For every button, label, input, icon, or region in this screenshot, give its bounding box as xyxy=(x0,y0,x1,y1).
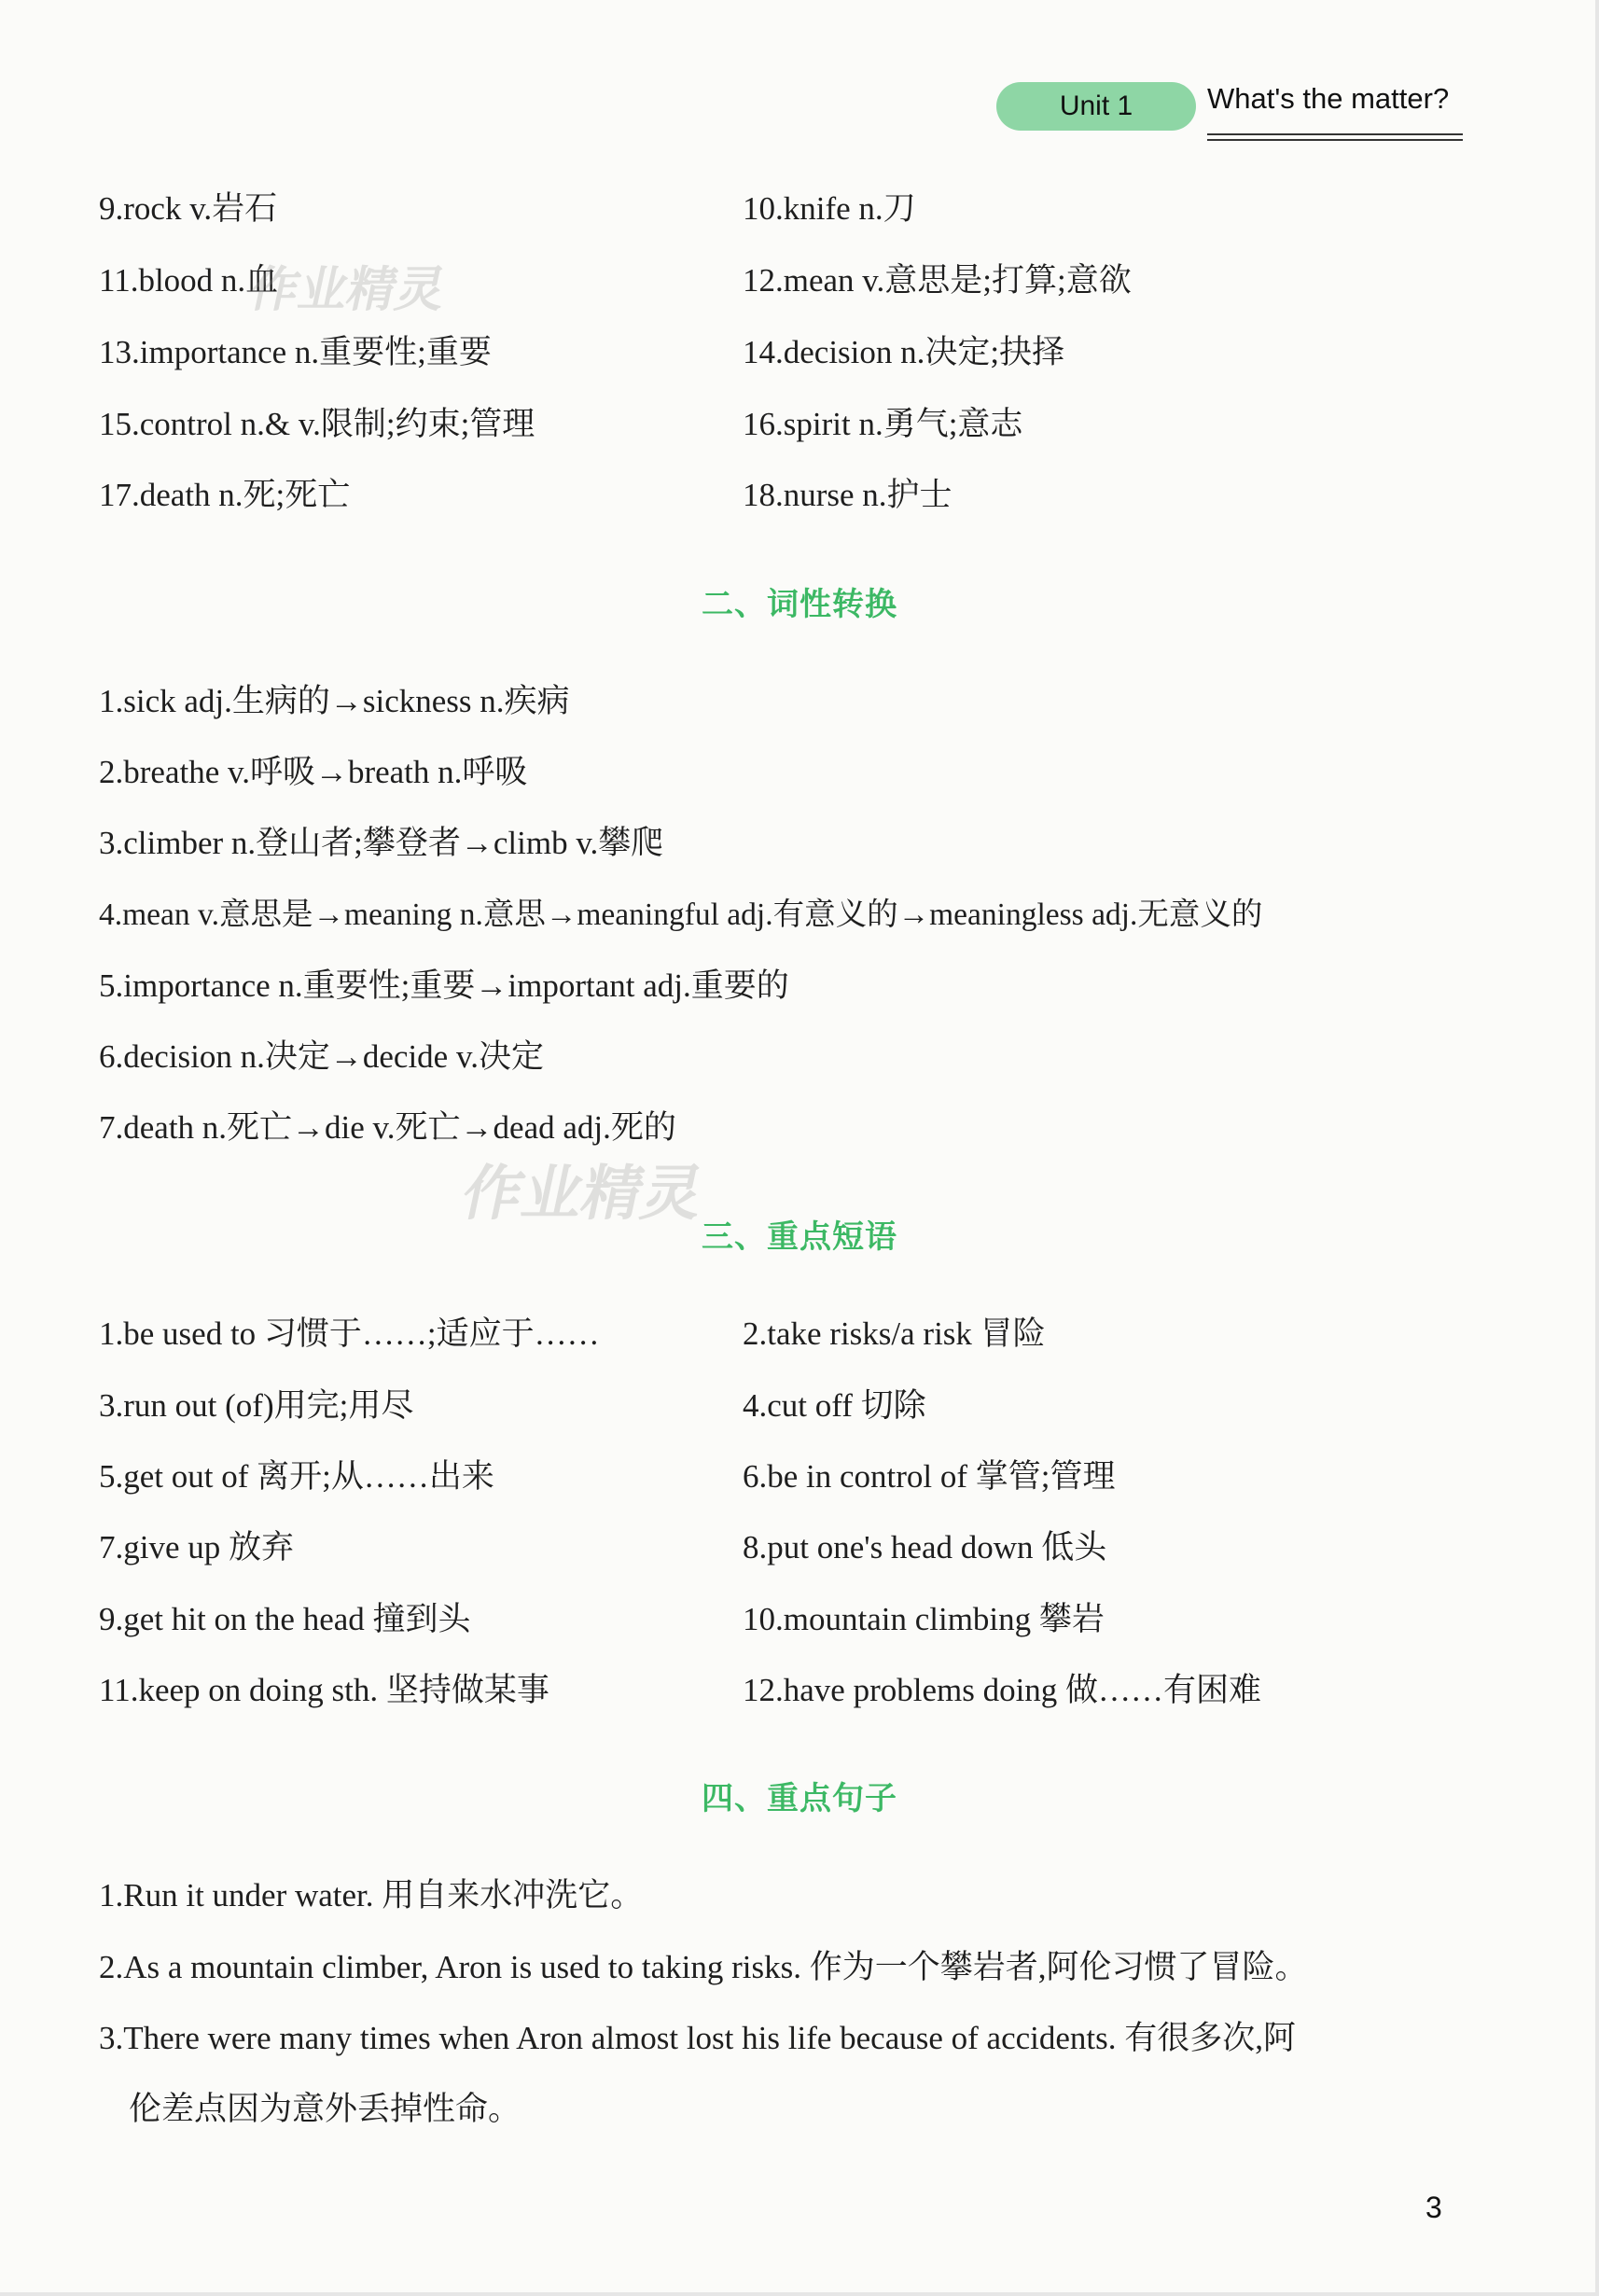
phrase-item: 12.have problems doing 做……有困难 xyxy=(743,1672,1262,1708)
watermark: 作业精灵 xyxy=(244,262,452,318)
header-rule xyxy=(1207,139,1463,141)
vocab-item: 17.death n.死;死亡 xyxy=(99,477,351,513)
vocab-item: 10.knife n.刀 xyxy=(743,190,916,227)
page-number: 3 xyxy=(1425,2191,1442,2224)
phrase-item: 11.keep on doing sth. 坚持做某事 xyxy=(99,1672,549,1708)
word-form-item: 6.decision n.决定→decide v.决定 xyxy=(99,1038,544,1075)
section-title-key-phrases: 三、重点短语 xyxy=(702,1218,897,1256)
word-form-item: 4.mean v.意思是→meaning n.意思→meaningful adj.有意义的→meaningless adj.无意义的 xyxy=(99,898,1263,932)
phrase-item: 10.mountain climbing 攀岩 xyxy=(743,1601,1105,1637)
sentence-item: 1.Run it under water. 用自来水冲洗它。 xyxy=(99,1877,644,1913)
unit-label: Unit 1 xyxy=(1059,90,1133,121)
section-title-word-forms: 二、词性转换 xyxy=(702,586,897,623)
phrase-item: 5.get out of 离开;从……出来 xyxy=(99,1458,494,1495)
unit-badge xyxy=(996,82,1196,131)
word-form-item: 1.sick adj.生病的→sickness n.疾病 xyxy=(99,683,570,719)
vocab-item: 11.blood n.血 xyxy=(99,262,279,299)
vocab-item: 18.nurse n.护士 xyxy=(743,477,952,513)
word-form-item: 2.breathe v.呼吸→breath n.呼吸 xyxy=(99,754,528,790)
vocab-item: 16.spirit n.勇气;意志 xyxy=(743,406,1023,442)
word-form-item: 3.climber n.登山者;攀登者→climb v.攀爬 xyxy=(99,825,664,861)
unit-subtitle: What's the matter? xyxy=(1207,82,1450,115)
word-form-item: 5.importance n.重要性;重要→important adj.重要的 xyxy=(99,967,789,1004)
phrase-item: 8.put one's head down 低头 xyxy=(743,1529,1107,1565)
phrase-item: 6.be in control of 掌管;管理 xyxy=(743,1458,1116,1495)
sentence-item: 2.As a mountain climber, Aron is used to taking risks. 作为一个攀岩者,阿伦习惯了冒险。 xyxy=(99,1949,1308,1985)
vocab-item: 12.mean v.意思是;打算;意欲 xyxy=(743,262,1132,299)
phrase-item: 1.be used to 习惯于……;适应于…… xyxy=(99,1315,600,1352)
header-rule xyxy=(1207,133,1463,135)
sentence-item-continuation: 伦差点因为意外丢掉性命。 xyxy=(129,2091,521,2127)
vocab-item: 13.importance n.重要性;重要 xyxy=(99,334,492,370)
phrase-item: 4.cut off 切除 xyxy=(743,1387,926,1424)
vocab-item: 9.rock v.岩石 xyxy=(99,190,278,227)
vocab-item: 15.control n.& v.限制;约束;管理 xyxy=(99,406,535,442)
vocab-item: 14.decision n.决定;抉择 xyxy=(743,334,1065,370)
word-form-item: 7.death n.死亡→die v.死亡→dead adj.死的 xyxy=(99,1109,676,1146)
phrase-item: 2.take risks/a risk 冒险 xyxy=(743,1315,1046,1352)
phrase-item: 3.run out (of)用完;用尽 xyxy=(99,1387,414,1424)
section-title-key-sentences: 四、重点句子 xyxy=(702,1780,897,1817)
phrase-item: 9.get hit on the head 撞到头 xyxy=(99,1601,471,1637)
phrase-item: 7.give up 放弃 xyxy=(99,1529,295,1565)
sentence-item: 3.There were many times when Aron almost lost his life because of accidents. 有很多次,阿 xyxy=(99,2020,1297,2056)
watermark: 作业精灵 xyxy=(455,1160,710,1229)
